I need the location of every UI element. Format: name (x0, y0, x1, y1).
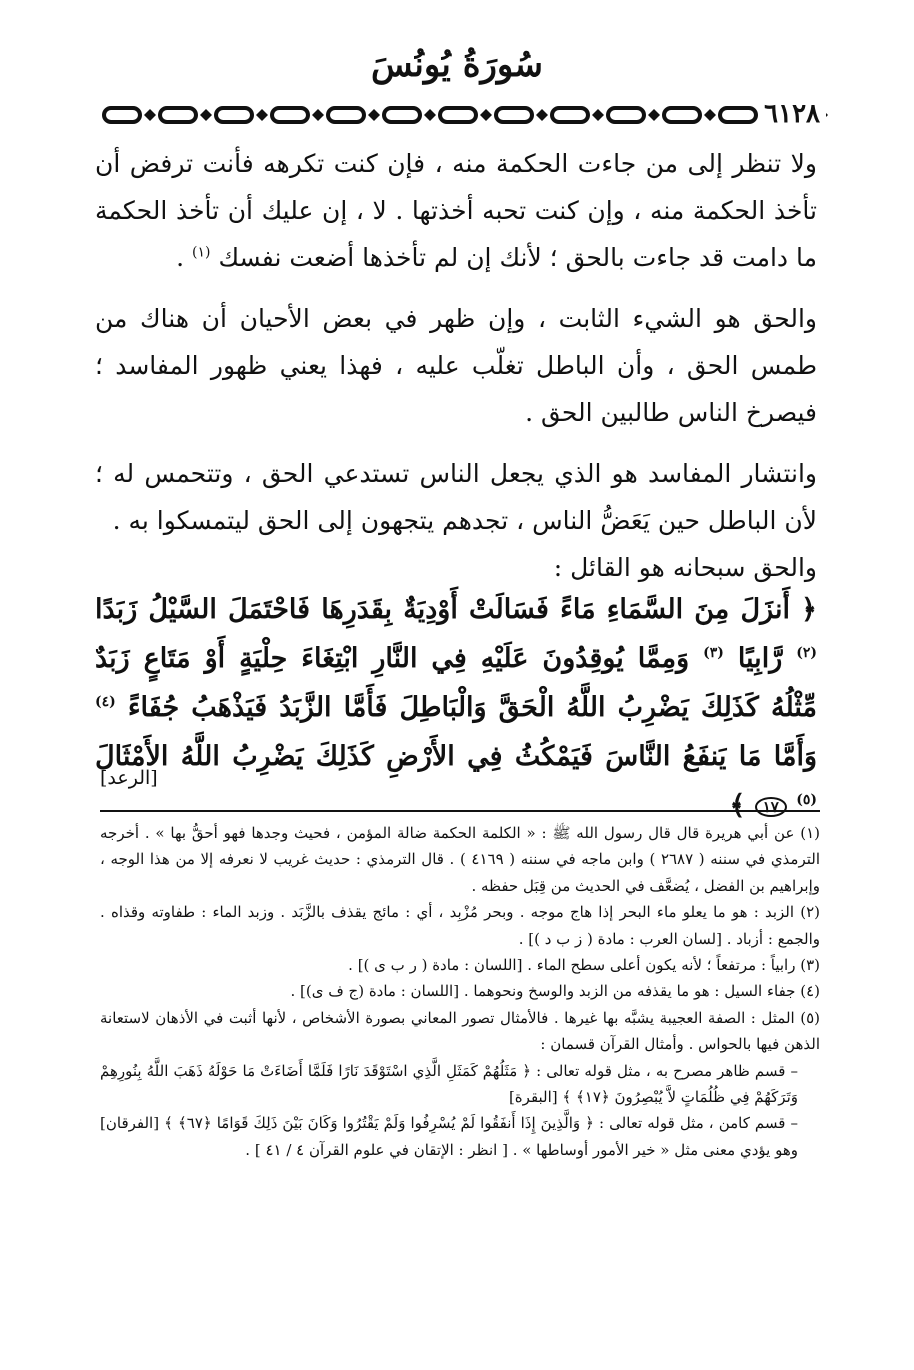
paragraph: والحق سبحانه هو القائل : (553, 553, 817, 582)
border-link (608, 108, 644, 122)
border-link (384, 108, 420, 122)
footnote-ref: (٤) (95, 694, 116, 710)
border-link (664, 108, 700, 122)
verse-text: ﴿ أَنزَلَ مِنَ السَّمَاءِ مَاءً فَسَالَتْ أَوْدِيَةٌ بِقَدَرِهَا فَاحْتَمَلَ السَّيْلُ زَبَدًا (95, 594, 817, 625)
border-link (104, 108, 140, 122)
footnote: (٣) رابياً : مرتفعاً ؛ لأنه يكون أعلى سطح الماء . [اللسان : مادة ( ر ب ى )] . (348, 956, 820, 975)
border-diamond (536, 109, 548, 121)
footnote-divider (100, 810, 820, 812)
surah-title: سُورَةُ يُونُسَ (371, 45, 543, 85)
border-link (160, 108, 196, 122)
quran-verse (95, 585, 817, 830)
border-diamond (424, 109, 436, 121)
paragraph: وانتشار المفاسد هو الذي يجعل الناس تستدعي الحق ، وتتحمس له ؛ لأن الباطل حين يَعَضُّ الناس ، تجدهم يتجهون إلى الحق ليتمسكوا به . (95, 459, 817, 535)
footnote-sub-item: – قسم كامن ، مثل قوله تعالى : ﴿ وَالَّذِينَ إِذَا أَنفَقُوا لَمْ يُسْرِفُوا وَلَمْ يَقْتُرُوا وَكَانَ بَيْنَ ذَلِكَ قَوَامًا ﴿٦٧﴾ ﴾ [الفرقان] وهو يؤدي معنى مثل « خير الأمور أوساطها » . [ انظر : الإتقان في علوم القرآن ٤ / ٤١ ] . (100, 1114, 799, 1159)
border-diamond (592, 109, 604, 121)
border-diamond (144, 109, 156, 121)
footnotes (100, 820, 820, 1163)
border-link (552, 108, 588, 122)
border-link (496, 108, 532, 122)
decorative-border (100, 104, 830, 126)
border-diamond (256, 109, 268, 121)
border-link (272, 108, 308, 122)
border-diamond (200, 109, 212, 121)
footnote: (٢) الزبد : هو ما يعلو ماء البحر إذا هاج موجه . وبحر مُزْبِد ، أي : مائج يقذف بالزَّبَد . وزبد الماء : طفاوته وقذاه . والجمع : أزباد . [لسان العرب : مادة ( ز ب د )] . (100, 903, 820, 948)
footnote: (٤) جفاء السيل : هو ما يقذفه من الزبد والوسخ ونحوهما . [اللسان : مادة (ج ف ى)] . (290, 982, 820, 1001)
paragraph: ولا تنظر إلى من جاءت الحكمة منه ، فإن كنت تكرهه فأنت ترفض أن تأخذ الحكمة منه ، وإن كنت تحبه أخذتها . لا ، إن عليك أن تأخذ الحكمة ما دامت قد جاءت بالحق ؛ لأنك إن لم تأخذها أضعت نفسك $^{(١)}$ . (95, 149, 817, 272)
border-diamond (368, 109, 380, 121)
main-text (95, 140, 817, 605)
verse-text: وَأَمَّا مَا يَنفَعُ النَّاسَ فَيَمْكُثُ فِي الأَرْضِ كَذَلِكَ يَضْرِبُ اللَّهُ الأَمْثَالَ (95, 741, 817, 772)
paragraph-text: ولا تنظر إلى من جاءت الحكمة منه ، فإن كنت تكرهه فأنت ترفض أن تأخذ الحكمة منه ، وإن كنت تحبه أخذتها . لا ، إن عليك أن تأخذ الحكمة ما دامت قد جاءت بالحق ؛ لأنك إن لم تأخذها أضعت نفسك (95, 149, 817, 272)
border-diamond (312, 109, 324, 121)
footnote: (١) عن أبي هريرة قال قال رسول الله ﷺ : « الكلمة الحكمة ضالة المؤمن ، فحيث وجدها فهو أحقُّ بها » . أخرجه الترمذي في سننه ( ٢٦٨٧ ) وابن ماجه في سننه ( ٤١٦٩ ) . قال الترمذي : حديث غريب لا نعرفه إلا من هذا الوجه ، وإبراهيم بن الفضل ، يُضعَّف في الحديث من قِبَل حفظه . (100, 824, 821, 895)
border-link (440, 108, 476, 122)
border-link (216, 108, 252, 122)
border-link (328, 108, 364, 122)
verse-text: وَمِمَّا يُوقِدُونَ عَلَيْهِ فِي النَّارِ ابْتِغَاءَ حِلْيَةٍ أَوْ مَتَاعٍ زَبَدٌ مِّثْلُهُ كَذَلِكَ يَضْرِبُ اللَّهُ الْحَقَّ وَالْبَاطِلَ فَأَمَّا الزَّبَدُ فَيَذْهَبُ جُفَاءً (95, 643, 818, 723)
footnote-sub-item: – قسم ظاهر مصرح به ، مثل قوله تعالى : ﴿ مَثَلُهُمْ كَمَثَلِ الَّذِي اسْتَوْقَدَ نَارًا فَلَمَّا أَضَاءَتْ مَا حَوْلَهُ ذَهَبَ اللَّهُ بِنُورِهِمْ وَتَرَكَهُمْ فِي ظُلُمَاتٍ لاَّ يُبْصِرُونَ ﴿١٧﴾ ﴾ [البقرة] (100, 1061, 798, 1107)
border-diamond (480, 109, 492, 121)
verse-source: [الرعد] (100, 767, 158, 789)
border-diamond (648, 109, 660, 121)
footnote-ref: (٢) (796, 645, 817, 661)
paragraph: والحق هو الشيء الثابت ، وإن ظهر في بعض الأحيان أن هناك من طمس الحق ، وأن الباطل تغلّب عليه ، فهذا يعني ظهور المفاسد ؛ فيصرخ الناس طالبين الحق . (95, 304, 817, 427)
footnote-ref: (٥) (796, 792, 817, 808)
footnote: (٥) المثل : الصفة العجيبة يشبَّه بها غيرها . فالأمثال تصور المعاني بصورة الأشخاص ، لأنها أثبت في الأذهان لاستعانة الذهن فيها بالحواس . وأمثال القرآن قسمان : (100, 1008, 820, 1054)
footnote-ref: (١) (192, 244, 211, 261)
verse-text: رَّابِيًا (737, 643, 783, 674)
border-diamond (704, 109, 716, 121)
verse-close-bracket: ﴾ (729, 790, 746, 821)
footnote-ref: (٣) (703, 645, 724, 661)
page-number: ٦١٢٨ (758, 96, 826, 132)
border-link (720, 108, 756, 122)
verse-number-marker: ١٧ (755, 797, 787, 817)
